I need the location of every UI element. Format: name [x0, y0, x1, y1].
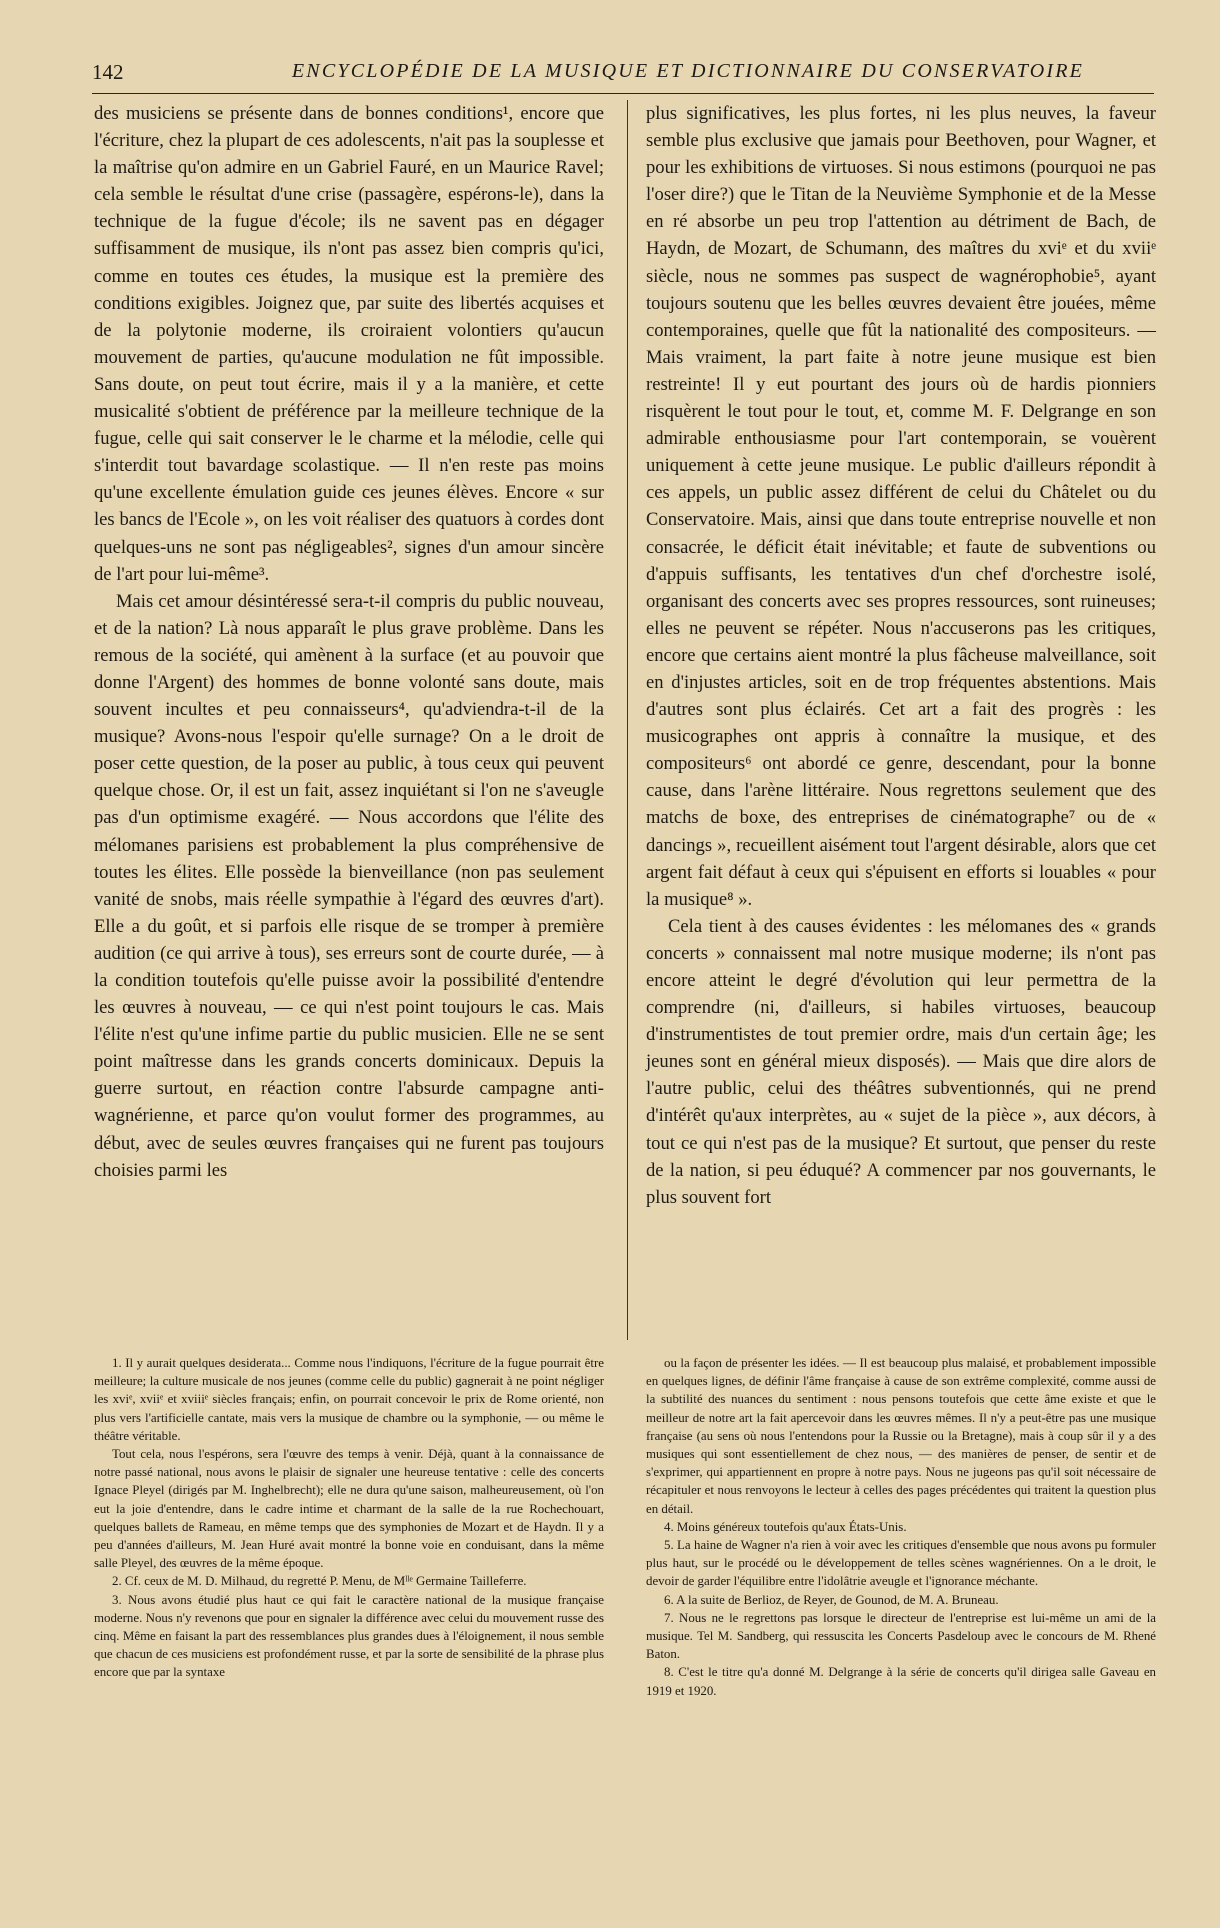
header-rule	[92, 93, 1154, 94]
paragraph: Mais cet amour désintéressé sera-t-il compris du public nouveau, et de la nation? Là nous apparaît le plus grave problème. Dans les remous de la société, qui amènent à la surface (et au pouvoir que donne l'Argent) des hommes de bonne volonté sans doute, mais souvent incultes et peu connaisseurs⁴, qu'adviendra-t-il de la musique? Avons-nous l'espoir qu'elle surnage? On a le droit de poser cette question, de la poser au public, à tous ceux qui peuvent quelque chose. Or, il est un fait, assez inquiétant si l'on ne s'aveugle pas d'un optimisme exagéré. — Nous accordons que l'élite des mélomanes parisiens est probablement la plus compréhensive de toutes les élites. Elle possède la bienveillance (non pas seulement vanité de snobs, mais réelle sympathie à l'égard des œuvres d'art). Elle a du goût, et si parfois elle risque de se tromper à première audition (ce qui arrive à tous), ses erreurs sont de courte durée, — à la condition toutefois qu'elle puisse avoir la possibilité d'entendre les œuvres à nouveau, — ce qui n'est point toujours le cas. Mais l'élite n'est qu'une infime partie du public musicien. Elle ne se sent point maîtresse dans les grands concerts dominicaux. Depuis la guerre surtout, en réaction contre l'absurde campagne anti-wagnérienne, et parce qu'on voulut former des programmes, au début, avec de seules œuvres françaises qui ne furent pas toujours choisies parmi les	[94, 590, 604, 1181]
page-number: 142	[92, 60, 124, 84]
paragraph: plus significatives, les plus fortes, ni les plus neuves, la faveur semble plus exclusive que jamais pour Beethoven, pour Wagner, et pour les exhibitions de virtuoses. Si nous estimons (pourquoi ne pas l'oser dire?) que le Titan de la Neuvième Symphonie et de la Messe en ré absorbe un peu trop l'attention au détriment de Bach, de Haydn, de Mozart, de Schumann, des maîtres du xviᵉ et du xviiᵉ siècle, nous ne sommes pas suspect de wagnérophobie⁵, ayant toujours soutenu que les belles œuvres devaient être jouées, même contemporaines, quelle que fût la nationalité des compositeurs. — Mais vraiment, la part faite à notre jeune musique est bien restreinte! Il y eut pourtant des jours où de hardis pionniers risquèrent le tout pour le tout, et, comme M. F. Delgrange en son admirable enthousiasme pour l'art contemporain, se vouèrent uniquement à cette jeune musique. Le public d'ailleurs répondit à ces appels, un public assez différent de celui du Châtelet ou du Conservatoire. Mais, ainsi que dans toute entreprise nouvelle et non consacrée, le déficit était inévitable; et faute de subventions ou d'appuis suffisants, les tentatives d'un chef d'orchestre isolé, organisant des concerts avec ses propres ressources, sont ruineuses; elles ne peuvent se répéter. Nous n'accuserons pas les critiques, encore que certains aient montré la plus fâcheuse malveillance, soit en d'injustes articles, soit en de trop fréquentes abstentions. Mais d'autres sont plus éclairés. Cet art a fait des progrès : les musicographes ont appris à connaître la musique, et des compositeurs⁶ ont abordé ce genre, descendant, pour la bonne cause, dans l'arène littéraire. Nous regrettons seulement que des matchs de boxe, des entreprises de cinématographe⁷ ou de « dancings », recueillent aisément tout l'argent désirable, alors que cet argent fait défaut à ceux qui s'épuisent en efforts si louables « pour la musique⁸ ».	[646, 103, 1156, 910]
footnotes-right	[646, 1354, 1156, 1700]
running-title: ENCYCLOPÉDIE DE LA MUSIQUE ET DICTIONNAIRE DU CONSERVATOIRE	[291, 60, 1085, 82]
footnote: 1. Il y aurait quelques desiderata... Comme nous l'indiquons, l'écriture de la fugue pourrait être meilleure; la culture musicale de nos jeunes (comme celle du public) gagnerait à ne point négliger les xviᵉ, xviiᵉ et xviiiᵉ siècles français; enfin, on pourrait concevoir le prix de Rome orienté, non plus vers l'artificielle cantate, mais vers la musique de chambre ou la symphonie, — ou même le théâtre véritable.	[94, 1356, 604, 1443]
footnotes-left	[94, 1354, 604, 1682]
page-header	[92, 60, 1154, 90]
paragraph: des musiciens se présente dans de bonnes conditions¹, encore que l'écriture, chez la plupart de ces adolescents, n'ait pas la souplesse et la maîtrise qu'on admire en un Gabriel Fauré, en un Maurice Ravel; cela semble le résultat d'une crise (passagère, espérons-le), dans la technique de la fugue d'école; ils ne savent pas en dégager suffisamment de musique, ils n'ont pas assez bien compris qu'ici, comme en toutes ces études, la musique est la première des conditions exigibles. Joignez que, par suite des libertés acquises et de la polytonie moderne, ils croiraient volontiers qu'aucun mouvement de parties, qu'aucune modulation ne fût impossible. Sans doute, on peut tout écrire, mais il y a la manière, et cette musicalité s'obtient de préférence par la meilleure technique de la fugue, celle qui sait conserver le le charme et la mélodie, celle qui s'interdit tout bavardage scolastique. — Il n'en reste pas moins qu'une excellente émulation guide ces jeunes élèves. Encore « sur les bancs de l'Ecole », on les voit réaliser des quatuors à cordes dont quelques-uns ne sont pas négligeables², signes d'un amour sincère de l'art pour lui-même³.	[94, 103, 604, 585]
footnote: Tout cela, nous l'espérons, sera l'œuvre des temps à venir. Déjà, quant à la connaissance de notre passé national, nous avons le plaisir de signaler une heureuse tentative : celle des concerts Ignace Pleyel (dirigés par M. Inghelbrecht); elle ne dura qu'une saison, malheureusement, où l'on eut la joie d'entendre, dans le cadre intime et charmant de la salle de la rue Rochechouart, quelques ballets de Rameau, en même temps que des symphonies de Mozart et de Haydn. Il y a peu d'années d'ailleurs, M. Jean Huré avait montré la bonne voie en conduisant, dans la même salle Pleyel, des œuvres de la même époque.	[94, 1447, 604, 1571]
footnote: 2. Cf. ceux de M. D. Milhaud, du regretté P. Menu, de Mˡˡᵉ Germaine Tailleferre.	[112, 1574, 527, 1589]
footnote: 7. Nous ne le regrettons pas lorsque le directeur de l'entreprise est lui-même un ami de la musique. Tel M. Sandberg, qui ressuscita les Concerts Pasdeloup avec le concours de M. Rhené Baton.	[646, 1610, 1156, 1662]
footnote: 4. Moins généreux toutefois qu'aux États-Unis.	[664, 1519, 907, 1534]
left-text-column	[94, 100, 604, 1184]
paragraph: Cela tient à des causes évidentes : les mélomanes des « grands concerts » connaissent mal notre musique moderne; ils n'ont pas encore atteint le degré d'évolution qui leur permettra de la comprendre (ni, d'ailleurs, si habiles virtuoses, beaucoup d'instrumentistes de tout premier ordre, mais d'un certain âge; les jeunes sont en général mieux disposés). — Mais que dire alors de l'autre public, celui des théâtres subventionnés, qui ne prend d'intérêt qu'aux interprètes, au « sujet de la pièce », aux décors, à tout ce qui n'est pas de la musique? Et surtout, que penser du reste de la nation, si peu éduqué? A commencer par nos gouvernants, le plus souvent fort	[646, 915, 1156, 1208]
footnote: 5. La haine de Wagner n'a rien à voir avec les critiques d'ensemble que nous avons pu formuler plus haut, sur le procédé ou le développement de telles scènes wagnériennes. On a le droit, le devoir de garder l'équilibre entre l'idolâtrie aveugle et l'ignorance méchante.	[646, 1538, 1156, 1589]
footnote: 8. C'est le titre qu'a donné M. Delgrange à la série de concerts qu'il dirigea salle Gaveau en 1919 et 1920.	[646, 1665, 1156, 1698]
footnote: 6. A la suite de Berlioz, de Reyer, de Gounod, de M. A. Bruneau.	[664, 1592, 999, 1607]
column-divider	[627, 100, 628, 1340]
right-text-column	[646, 100, 1156, 1211]
footnote: 3. Nous avons étudié plus haut ce qui fait le caractère national de la musique française moderne. Nous n'y revenons que pour en signaler la différence avec celui du mouvement russe des cinq. Même en faisant la part des ressemblances plus grandes dues à l'éloignement, il nous semble que chacun de ces musiciens est profondément russe, et par la sorte de sensibilité de la phrase plus encore que par la syntaxe	[94, 1592, 604, 1680]
footnote: ou la façon de présenter les idées. — Il est beaucoup plus malaisé, et probablement impossible en quelques lignes, de définir l'âme française à cause de son extrême complexité, comme aussi de la subtilité des nuances du sentiment : nous pensons toutefois que cette âme existe et que le meilleur de notre art la fait apercevoir dans les œuvres mêmes. Il n'y a peut-être pas une musique française (au sens où nous l'entendons pour la Russie ou la Bretagne), mais à coup sûr il y a des musiques qui sont essentiellement de chez nous, — des manières de penser, de sentir et de s'exprimer, qui appartiennent en propre à notre pays. Nous ne jugeons pas qu'il soit nécessaire de récapituler et nous renvoyons le lecteur à celles des pages précédentes qui traitent la question plus en détail.	[646, 1356, 1156, 1516]
